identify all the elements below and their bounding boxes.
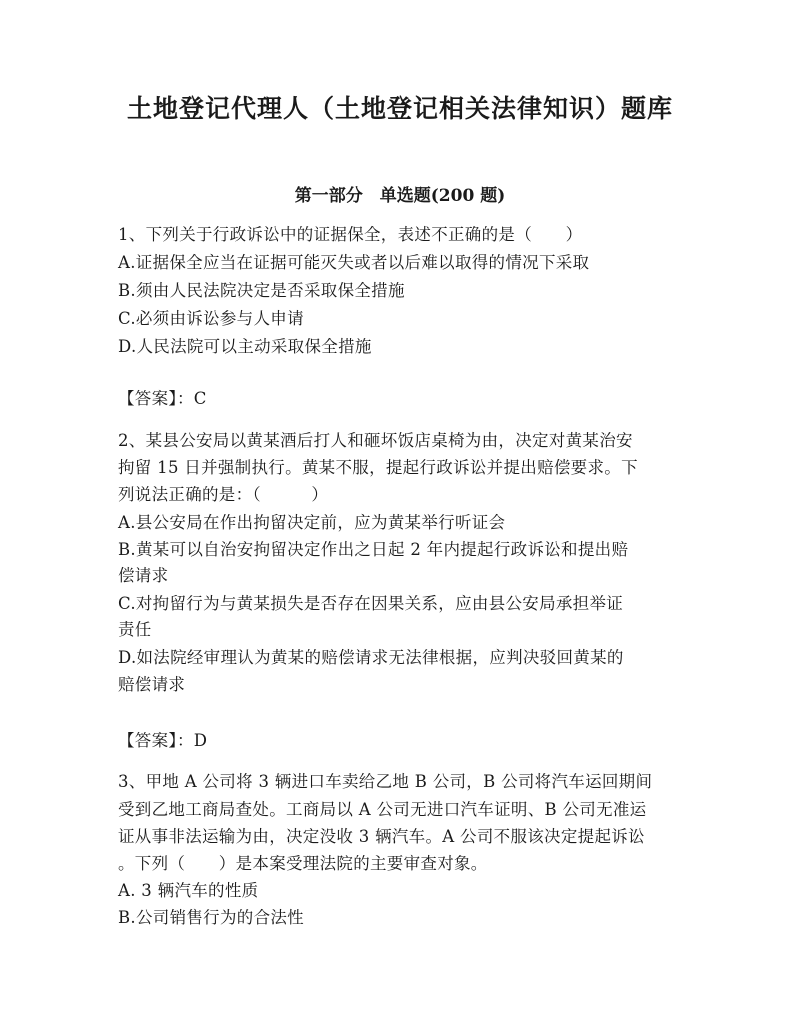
question-2-stem-line-2: 拘留 15 日并强制执行。黄某不服，提起行政诉讼并提出赔偿要求。下 [118, 458, 638, 477]
question-2-stem-line-3: 列说法正确的是：（ ） [118, 485, 329, 504]
question-1-option-d: D.人民法院可以主动采取保全措施 [118, 337, 372, 356]
question-1-option-b: B.须由人民法院决定是否采取保全措施 [118, 281, 405, 300]
question-1-answer: 【答案】：C [118, 389, 207, 408]
question-2-option-d-line-1: D.如法院经审理认为黄某的赔偿请求无法律根据，应判决驳回黄某的 [118, 648, 624, 667]
question-2-stem-line-1: 2、某县公安局以黄某酒后打人和砸坏饭店桌椅为由，决定对黄某治安 [118, 431, 633, 450]
question-2-option-c-line-2: 责任 [118, 620, 152, 639]
question-2-option-a: A.县公安局在作出拘留决定前，应为黄某举行听证会 [118, 513, 506, 532]
question-2-option-b-line-2: 偿请求 [118, 566, 169, 585]
question-2-option-c-line-1: C.对拘留行为与黄某损失是否存在因果关系，应由县公安局承担举证 [118, 594, 624, 613]
question-2-option-b-line-1: B.黄某可以自治安拘留决定作出之日起 2 年内提起行政诉讼和提出赔 [118, 540, 629, 559]
question-3-stem-line-4: 。下列（ ）是本案受理法院的主要审查对象。 [118, 854, 488, 873]
question-1-option-a: A.证据保全应当在证据可能灭失或者以后难以取得的情况下采取 [118, 253, 590, 272]
question-3-stem-line-3: 证从事非法运输为由，决定没收 3 辆汽车。A 公司不服该决定提起诉讼 [118, 827, 645, 846]
section-heading: 第一部分 单选题(200 题) [294, 186, 506, 206]
question-3-stem-line-1: 3、甲地 A 公司将 3 辆进口车卖给乙地 B 公司，B 公司将汽车运回期间 [118, 772, 653, 791]
question-3-option-a: A. 3 辆汽车的性质 [118, 881, 259, 900]
question-2-answer: 【答案】：D [118, 731, 208, 750]
question-3-option-b: B.公司销售行为的合法性 [118, 908, 304, 927]
question-3-stem-line-2: 受到乙地工商局查处。工商局以 A 公司无进口汽车证明、B 公司无准运 [118, 800, 647, 819]
question-2-option-d-line-2: 赔偿请求 [118, 675, 186, 694]
document-title: 土地登记代理人（土地登记相关法律知识）题库 [126, 94, 673, 123]
question-1-option-c: C.必须由诉讼参与人申请 [118, 309, 304, 328]
question-1-stem: 1、下列关于行政诉讼中的证据保全，表述不正确的是（ ） [118, 225, 583, 244]
